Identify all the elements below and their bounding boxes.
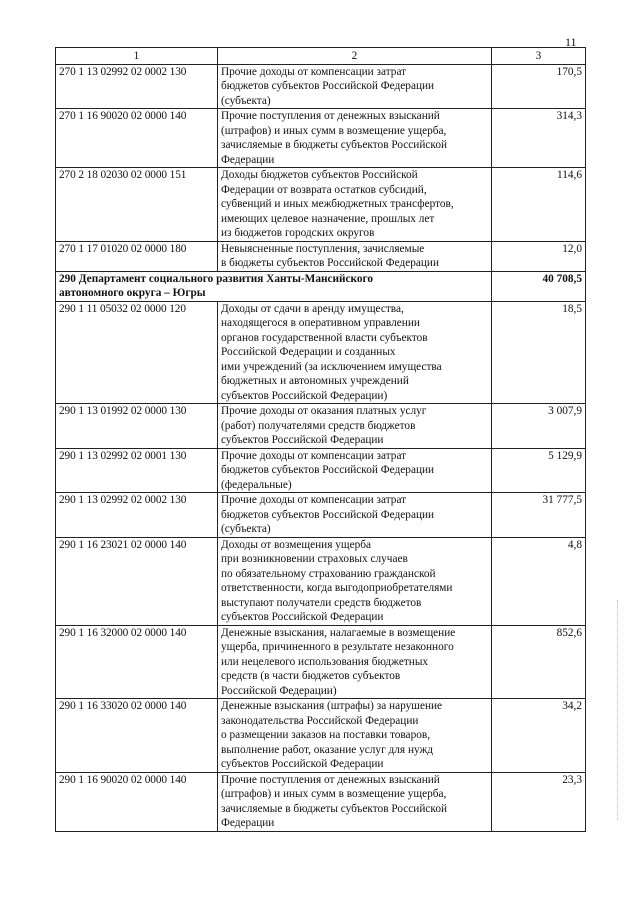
row-code: 290 1 16 90020 02 0000 140 — [56, 772, 218, 831]
row-code: 290 1 16 33020 02 0000 140 — [56, 699, 218, 773]
row-amount: 5 129,9 — [492, 448, 586, 493]
table-header-row — [56, 48, 586, 65]
row-description: Невыясненные поступления, зачисляемые в бюджеты субъектов Российской Федерации — [218, 241, 492, 271]
row-amount: 314,3 — [492, 109, 586, 168]
table-row — [56, 493, 586, 538]
column-header-3: 3 — [492, 48, 586, 65]
table-row — [56, 241, 586, 271]
row-description: Прочие доходы от компенсации затрат бюджетов субъектов Российской Федерации (субъекта) — [218, 493, 492, 538]
row-description: Прочие доходы от компенсации затрат бюджетов субъектов Российской Федерации (федеральные) — [218, 448, 492, 493]
row-description: Прочие поступления от денежных взысканий (штрафов) и иных сумм в возмещение ущерба, зачисляемые в бюджеты субъектов Российской Федерации — [218, 109, 492, 168]
row-description: Доходы от сдачи в аренду имущества, находящегося в оперативном управлении органов государственной власти субъектов Российской Федерации и созданных ими учреждений (за исключением имущества бюджетных и автономных учреждений субъектов Российской Федерации) — [218, 301, 492, 404]
table-row — [56, 301, 586, 404]
row-amount: 170,5 — [492, 64, 586, 109]
row-description: Денежные взыскания, налагаемые в возмещение ущерба, причиненного в результате незаконного или нецелевого использования бюджетных средств (в части бюджетов субъектов Российской Федерации) — [218, 625, 492, 699]
table-row — [56, 64, 586, 109]
row-amount: 852,6 — [492, 625, 586, 699]
table-row — [56, 448, 586, 493]
department-title: 290 Департамент социального развития Ханты-Мансийского автономного округа – Югры — [56, 271, 492, 301]
table-row — [56, 404, 586, 449]
table-row — [56, 168, 586, 242]
row-description: Доходы бюджетов субъектов Российской Федерации от возврата остатков субсидий, субвенций и иных межбюджетных трансфертов, имеющих целевое назначение, прошлых лет из бюджетов городских округов — [218, 168, 492, 242]
table-row — [56, 537, 586, 625]
row-code: 290 1 16 23021 02 0000 140 — [56, 537, 218, 625]
budget-table — [55, 47, 586, 832]
row-code: 270 1 13 02992 02 0002 130 — [56, 64, 218, 109]
row-amount: 4,8 — [492, 537, 586, 625]
row-code: 290 1 13 02992 02 0001 130 — [56, 448, 218, 493]
table-row — [56, 625, 586, 699]
row-code: 290 1 11 05032 02 0000 120 — [56, 301, 218, 404]
row-description: Прочие доходы от оказания платных услуг (работ) получателями средств бюджетов субъектов Российской Федерации — [218, 404, 492, 449]
row-code: 270 1 17 01020 02 0000 180 — [56, 241, 218, 271]
column-header-2: 2 — [218, 48, 492, 65]
row-code: 270 1 16 90020 02 0000 140 — [56, 109, 218, 168]
row-code: 290 1 16 32000 02 0000 140 — [56, 625, 218, 699]
row-amount: 23,3 — [492, 772, 586, 831]
row-code: 290 1 13 02992 02 0002 130 — [56, 493, 218, 538]
row-amount: 18,5 — [492, 301, 586, 404]
column-header-1: 1 — [56, 48, 218, 65]
row-amount: 34,2 — [492, 699, 586, 773]
row-description: Денежные взыскания (штрафы) за нарушение законодательства Российской Федерации о размещении заказов на поставки товаров, выполнение работ, оказание услуг для нужд субъектов Российской Федерации — [218, 699, 492, 773]
row-amount: 114,6 — [492, 168, 586, 242]
row-amount: 31 777,5 — [492, 493, 586, 538]
table-row — [56, 699, 586, 773]
table-row — [56, 772, 586, 831]
row-description: Прочие доходы от компенсации затрат бюджетов субъектов Российской Федерации (субъекта) — [218, 64, 492, 109]
row-code: 290 1 13 01992 02 0000 130 — [56, 404, 218, 449]
row-amount: 12,0 — [492, 241, 586, 271]
row-description: Доходы от возмещения ущерба при возникновении страховых случаев по обязательному страхованию гражданской ответственности, когда выгодоприобретателями выступают получатели средств бюджетов субъектов Российской Федерации — [218, 537, 492, 625]
row-code: 270 2 18 02030 02 0000 151 — [56, 168, 218, 242]
row-amount: 3 007,9 — [492, 404, 586, 449]
scan-edge-mark — [617, 600, 619, 820]
page-number: 11 — [565, 35, 577, 49]
department-amount: 40 708,5 — [492, 271, 586, 301]
department-row — [56, 271, 586, 301]
row-description: Прочие поступления от денежных взысканий (штрафов) и иных сумм в возмещение ущерба, зачисляемые в бюджеты субъектов Российской Федерации — [218, 772, 492, 831]
table-row — [56, 109, 586, 168]
